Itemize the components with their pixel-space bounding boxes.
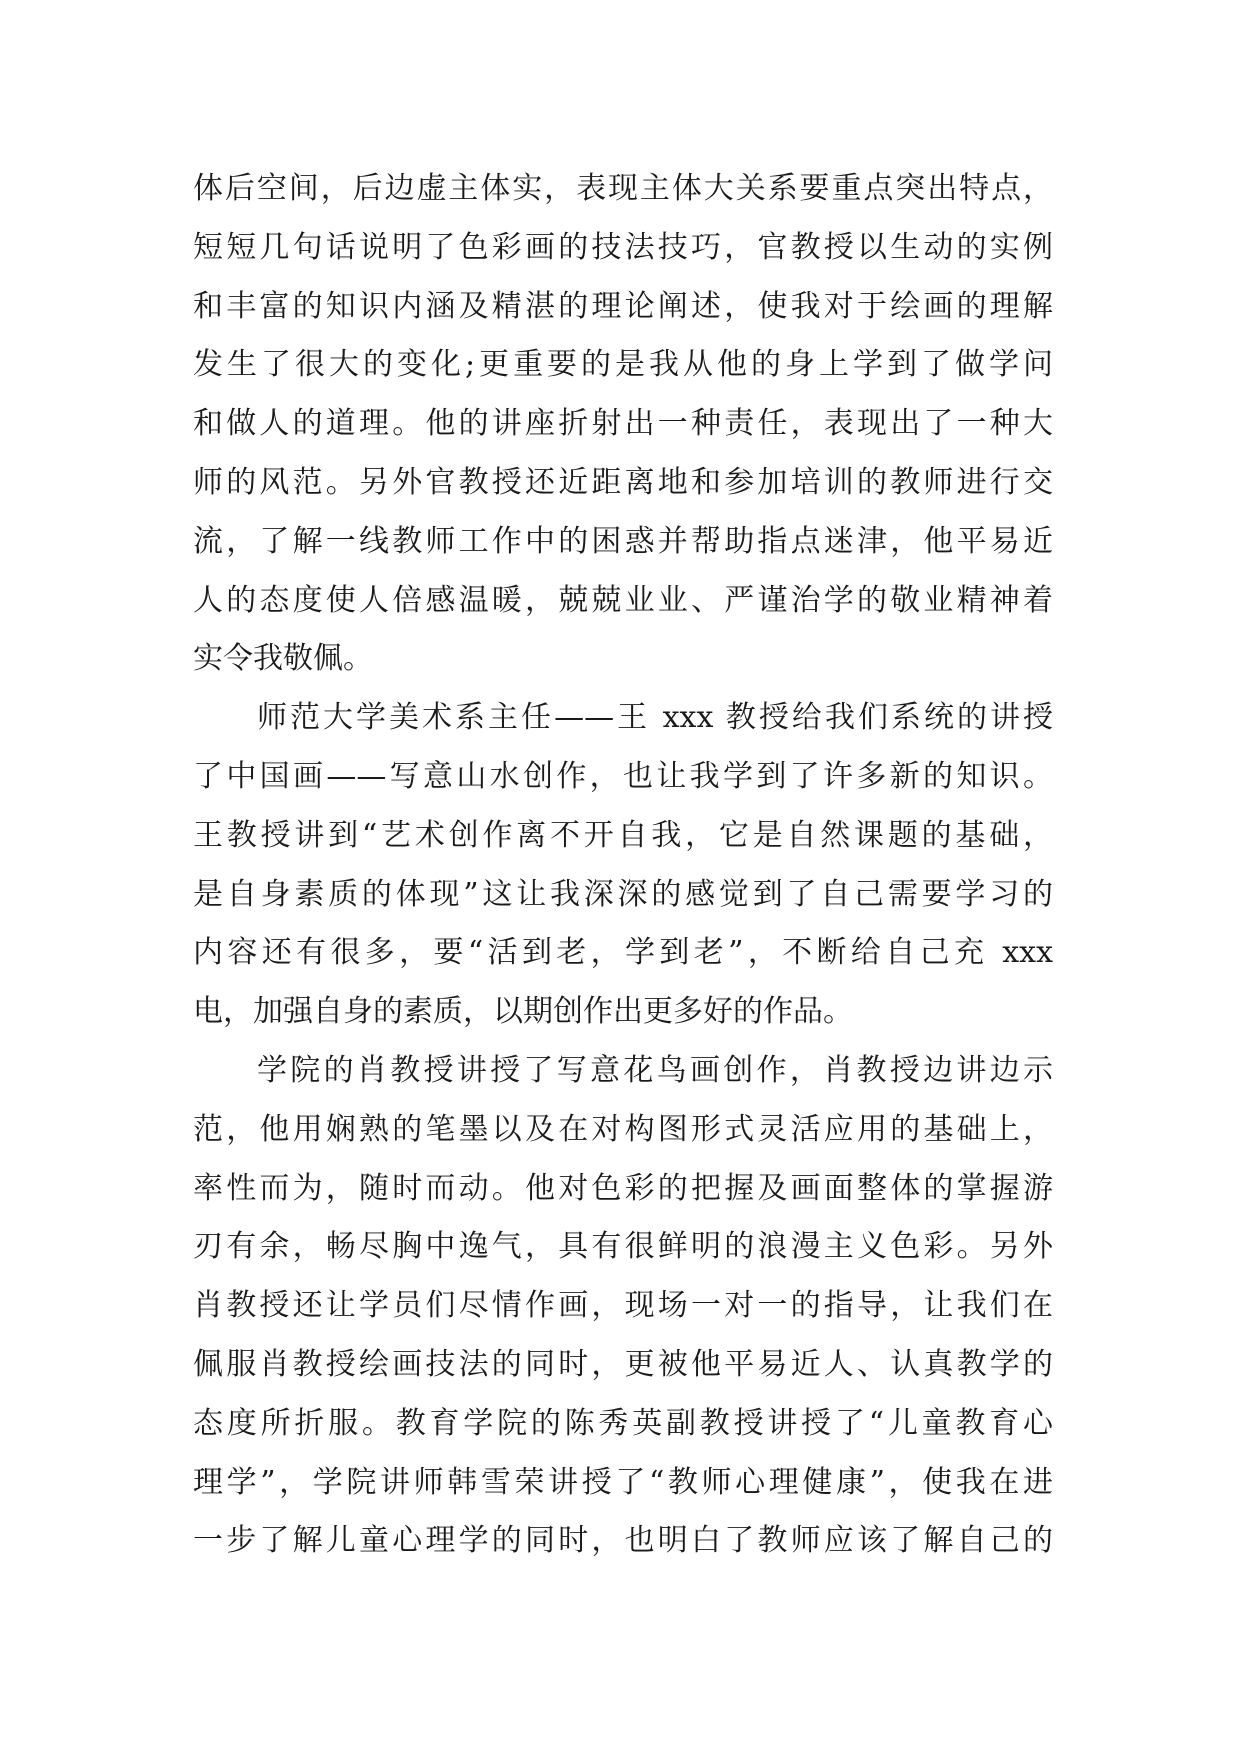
text-line: 内容还有很多，要“活到老，学到老”，不断给自己充 xxx bbox=[193, 935, 1053, 971]
text-line: 肖教授还让学员们尽情作画，现场一对一的指导，让我们在 bbox=[193, 1288, 1053, 1324]
paragraph-first-line: 学院的肖教授讲授了写意花鸟画创作，肖教授边讲边示 bbox=[257, 1052, 1053, 1088]
text-line: 师的风范。另外官教授还近距离地和参加培训的教师进行交 bbox=[193, 464, 1053, 500]
text-line: 一步了解儿童心理学的同时，也明白了教师应该了解自己的 bbox=[193, 1523, 1053, 1559]
text-line: 态度所折服。教育学院的陈秀英副教授讲授了“儿童教育心 bbox=[193, 1405, 1053, 1441]
document-body bbox=[193, 160, 1053, 1571]
text-line: 电，加强自身的素质，以期创作出更多好的作品。 bbox=[193, 994, 853, 1030]
text-line: 流，了解一线教师工作中的困惑并帮助指点迷津，他平易近 bbox=[193, 523, 1053, 559]
text-line: 佩服肖教授绘画技法的同时，更被他平易近人、认真教学的 bbox=[193, 1346, 1053, 1382]
text-line: 范，他用娴熟的笔墨以及在对构图形式灵活应用的基础上， bbox=[193, 1111, 1053, 1147]
text-line: 理学”，学院讲师韩雪荣讲授了“教师心理健康”，使我在进 bbox=[193, 1464, 1053, 1500]
text-line: 发生了很大的变化;更重要的是我从他的身上学到了做学问 bbox=[193, 347, 1053, 383]
text-line: 实令我敬佩。 bbox=[193, 641, 373, 677]
paragraph-first-line: 师范大学美术系主任——王 xxx 教授给我们系统的讲授 bbox=[257, 700, 1053, 736]
text-line: 体后空间，后边虚主体实，表现主体大关系要重点突出特点， bbox=[193, 171, 1053, 206]
text-line: 和做人的道理。他的讲座折射出一种责任，表现出了一种大 bbox=[193, 406, 1053, 442]
text-line: 刃有余，畅尽胸中逸气，具有很鲜明的浪漫主义色彩。另外 bbox=[193, 1229, 1053, 1265]
text-line: 了中国画——写意山水创作，也让我学到了许多新的知识。 bbox=[193, 758, 1053, 794]
text-line: 是自身素质的体现”这让我深深的感觉到了自己需要学习的 bbox=[193, 876, 1053, 912]
text-line: 短短几句话说明了色彩画的技法技巧，官教授以生动的实例 bbox=[193, 229, 1053, 265]
text-line: 和丰富的知识内涵及精湛的理论阐述，使我对于绘画的理解 bbox=[193, 288, 1053, 324]
text-line: 率性而为，随时而动。他对色彩的把握及画面整体的掌握游 bbox=[193, 1170, 1053, 1206]
text-line: 王教授讲到“艺术创作离不开自我，它是自然课题的基础， bbox=[193, 817, 1053, 853]
text-line: 人的态度使人倍感温暖，兢兢业业、严谨治学的敬业精神着 bbox=[193, 582, 1053, 618]
